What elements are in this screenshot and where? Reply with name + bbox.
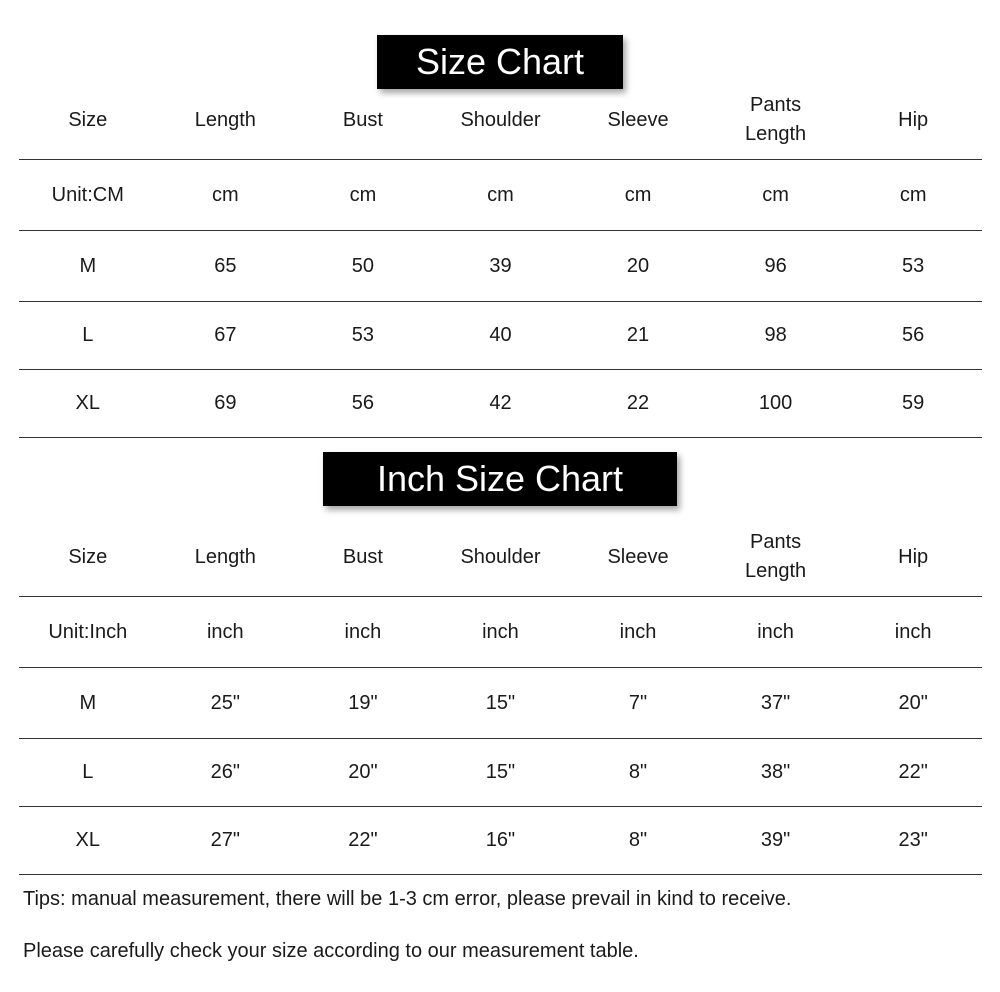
header-sleeve: Sleeve [607,108,669,131]
inch-size-chart-title: Inch Size Chart [323,452,677,506]
size-cell: M [79,691,97,714]
size-chart-title: Size Chart [377,35,623,89]
table-units-row [19,597,982,668]
value-cell: 20" [348,761,378,783]
size-chart-inch-table [19,518,982,875]
header-size: Size [68,108,108,131]
unit-cell: cm [899,183,927,206]
header-sleeve: Sleeve [607,545,669,568]
header-hip: Hip [898,545,929,568]
size-cell: XL [75,392,101,414]
table-row [19,302,982,370]
value-cell: 15" [485,761,516,783]
unit-cell: inch [894,620,932,643]
unit-cell: inch [344,620,382,643]
header-pants-length: Pants Length [745,531,807,582]
value-cell: 39 [489,254,512,277]
value-cell: 53 [902,254,925,277]
unit-label: Unit:Inch [48,620,128,643]
value-cell: 96 [764,254,787,277]
value-cell: 38" [760,761,791,783]
value-cell: 7" [628,691,648,714]
unit-cell: inch [482,620,519,643]
header-bust: Bust [342,108,383,131]
header-pants-length: Pants Length [745,94,807,145]
value-cell: 37" [760,691,791,714]
table-row [19,668,982,739]
value-cell: 19" [348,691,378,714]
value-cell: 42 [489,392,512,414]
unit-label: Unit:CM [51,183,124,206]
value-cell: 8" [628,829,648,851]
value-cell: 21 [626,324,650,346]
table-row [19,231,982,302]
value-cell: 8" [628,761,648,783]
header-shoulder: Shoulder [460,108,541,131]
unit-cell: cm [349,183,377,206]
unit-cell: cm [487,183,514,206]
table-header-row [19,518,982,597]
size-cell: L [82,324,94,346]
unit-cell: inch [619,620,657,643]
value-cell: 39" [760,829,791,851]
value-cell: 25" [210,691,241,714]
header-size: Size [68,545,108,568]
value-cell: 67 [214,324,237,346]
header-shoulder: Shoulder [460,545,541,568]
value-cell: 26" [210,761,241,783]
table-row [19,807,982,875]
size-cell: XL [75,829,101,851]
header-length: Length [194,545,256,568]
header-bust: Bust [342,545,383,568]
unit-cell: cm [212,183,239,206]
unit-cell: cm [624,183,652,206]
value-cell: 59 [902,392,925,414]
unit-cell: cm [762,183,789,206]
table-units-row [19,160,982,231]
value-cell: 27" [210,829,241,851]
value-cell: 22" [898,761,928,783]
value-cell: 20" [898,691,928,714]
value-cell: 69 [214,392,237,414]
size-cell: M [79,254,97,277]
value-cell: 53 [351,324,375,346]
value-cell: 100 [758,392,793,414]
unit-cell: inch [206,620,244,643]
table-header-row [19,81,982,160]
size-cell: L [82,761,94,783]
value-cell: 98 [764,324,787,346]
header-length: Length [194,108,256,131]
value-cell: 22 [626,392,650,414]
value-cell: 50 [351,254,375,277]
table-row [19,739,982,807]
value-cell: 65 [214,254,237,277]
size-check-note: Please carefully check your size according to our measurement table. [23,940,639,962]
header-hip: Hip [898,108,929,131]
value-cell: 56 [351,392,375,414]
value-cell: 15" [485,691,516,714]
value-cell: 23" [898,829,928,851]
size-chart-cm-table [19,81,982,438]
value-cell: 22" [348,829,378,851]
measurement-tip: Tips: manual measurement, there will be 1-3 cm error, please prevail in kind to receive. [23,888,792,910]
value-cell: 56 [902,324,925,346]
value-cell: 16" [485,829,516,851]
value-cell: 40 [489,324,512,346]
value-cell: 20 [626,254,650,277]
unit-cell: inch [757,620,794,643]
table-row [19,370,982,438]
